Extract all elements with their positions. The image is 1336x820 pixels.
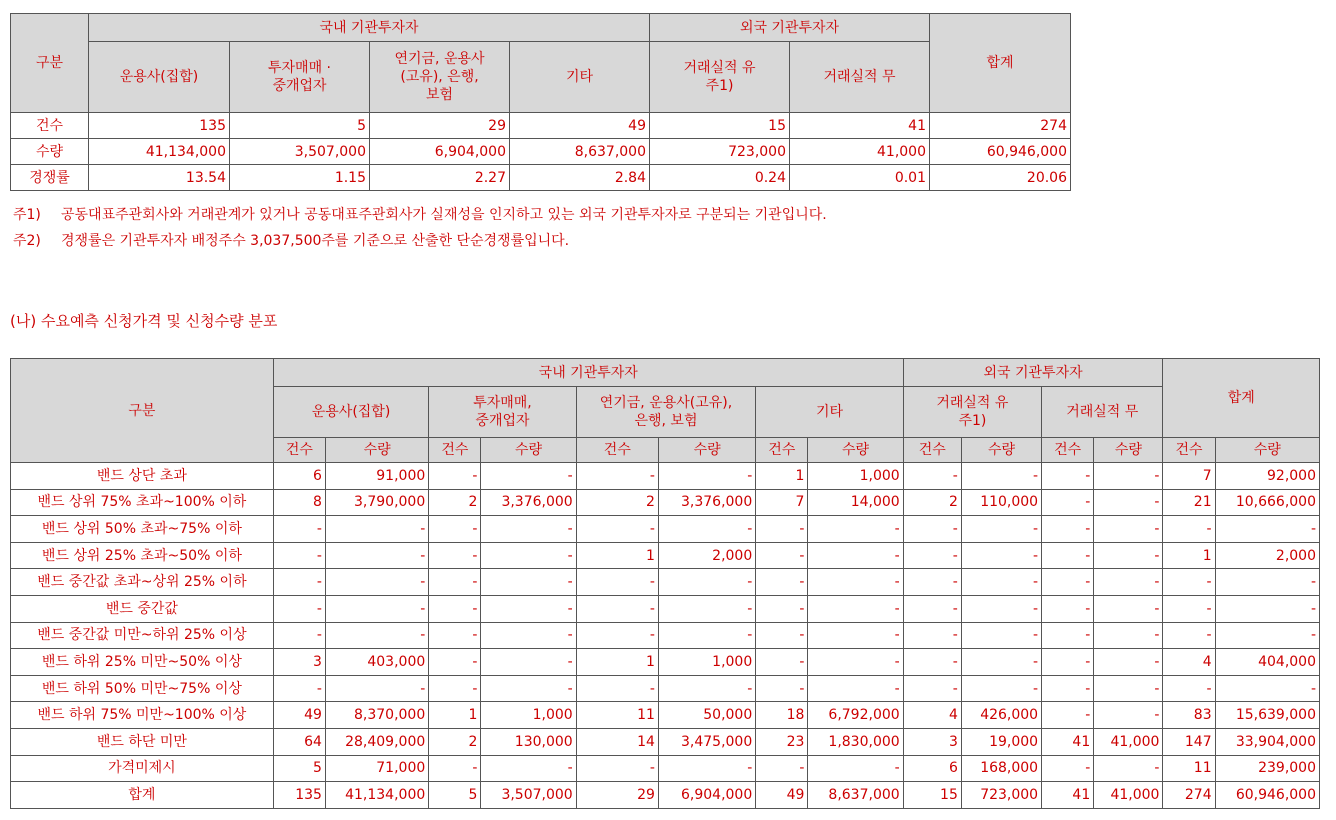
subheader-quantity: 수량 <box>481 438 576 463</box>
header-category: 구분 <box>11 14 89 113</box>
value-cell: 23 <box>756 728 808 755</box>
row-label: 밴드 중간값 <box>11 595 274 622</box>
value-cell: 7 <box>756 489 808 516</box>
row-label: 수량 <box>11 139 89 165</box>
value-cell: - <box>1215 675 1319 702</box>
value-cell: - <box>808 622 903 649</box>
value-cell: 6,792,000 <box>808 702 903 729</box>
value-cell: - <box>481 569 576 596</box>
header-group: 거래실적 무 <box>1042 387 1163 438</box>
value-cell: - <box>756 755 808 782</box>
table-row <box>11 675 1320 702</box>
value-cell: - <box>961 595 1041 622</box>
value-cell: 49 <box>756 782 808 809</box>
header-group: 거래실적 유 주1) <box>903 387 1041 438</box>
value-cell: - <box>429 516 481 543</box>
value-cell: 2 <box>429 728 481 755</box>
footnote-text: 공동대표주관회사와 거래관계가 있거나 공동대표주관회사가 실재성을 인지하고 있는 외국 기관투자자로 구분되는 기관입니다. <box>61 207 827 223</box>
value-cell: 135 <box>89 113 230 139</box>
value-cell: - <box>756 595 808 622</box>
value-cell: - <box>961 675 1041 702</box>
value-cell: - <box>1042 463 1094 490</box>
value-cell: - <box>1163 595 1215 622</box>
value-cell: 147 <box>1163 728 1215 755</box>
value-cell: 403,000 <box>325 649 428 676</box>
header-group: 기타 <box>756 387 903 438</box>
value-cell: - <box>481 622 576 649</box>
value-cell: - <box>429 542 481 569</box>
value-cell: - <box>1042 702 1094 729</box>
row-label: 밴드 상위 50% 초과~75% 이하 <box>11 516 274 543</box>
subheader-quantity: 수량 <box>658 438 755 463</box>
value-cell: - <box>273 595 325 622</box>
value-cell: 2.27 <box>370 165 510 191</box>
value-cell: - <box>325 675 428 702</box>
header-col: 거래실적 유 주1) <box>650 42 790 113</box>
value-cell: - <box>961 622 1041 649</box>
value-cell: - <box>1163 675 1215 702</box>
value-cell: - <box>481 595 576 622</box>
value-cell: - <box>903 649 961 676</box>
value-cell: - <box>808 569 903 596</box>
value-cell: 60,946,000 <box>930 139 1071 165</box>
header-col: 기타 <box>510 42 650 113</box>
value-cell: 8 <box>273 489 325 516</box>
value-cell: 3,376,000 <box>658 489 755 516</box>
value-cell: 1 <box>756 463 808 490</box>
value-cell: - <box>429 622 481 649</box>
value-cell: 41 <box>790 113 930 139</box>
value-cell: - <box>903 595 961 622</box>
value-cell: 10,666,000 <box>1215 489 1319 516</box>
value-cell: 41,000 <box>1094 728 1163 755</box>
value-cell: 1 <box>576 542 658 569</box>
value-cell: 50,000 <box>658 702 755 729</box>
header-category: 구분 <box>11 359 274 463</box>
row-label: 밴드 하위 75% 미만~100% 이상 <box>11 702 274 729</box>
value-cell: - <box>658 595 755 622</box>
subheader-count: 건수 <box>1042 438 1094 463</box>
value-cell: - <box>325 542 428 569</box>
value-cell: 1 <box>1163 542 1215 569</box>
header-domestic: 국내 기관투자자 <box>273 359 903 387</box>
row-label: 밴드 하위 50% 미만~75% 이상 <box>11 675 274 702</box>
value-cell: 135 <box>273 782 325 809</box>
value-cell: 404,000 <box>1215 649 1319 676</box>
value-cell: - <box>1163 569 1215 596</box>
value-cell: - <box>808 516 903 543</box>
row-label: 합계 <box>11 782 274 809</box>
value-cell: - <box>1042 542 1094 569</box>
value-cell: - <box>808 595 903 622</box>
value-cell: 41,000 <box>1094 782 1163 809</box>
value-cell: - <box>1094 622 1163 649</box>
value-cell: 3,507,000 <box>230 139 370 165</box>
value-cell: 13.54 <box>89 165 230 191</box>
value-cell: 6 <box>273 463 325 490</box>
value-cell: - <box>808 542 903 569</box>
value-cell: 49 <box>273 702 325 729</box>
value-cell: - <box>429 595 481 622</box>
value-cell: - <box>481 755 576 782</box>
value-cell: - <box>903 675 961 702</box>
row-label: 경쟁률 <box>11 165 89 191</box>
value-cell: - <box>1094 595 1163 622</box>
header-group: 연기금, 운용사(고유), 은행, 보험 <box>576 387 756 438</box>
value-cell: 15 <box>903 782 961 809</box>
value-cell: - <box>576 516 658 543</box>
value-cell: 1,000 <box>481 702 576 729</box>
value-cell: 11 <box>576 702 658 729</box>
footnote-2 <box>13 230 569 250</box>
value-cell: 5 <box>429 782 481 809</box>
subheader-count: 건수 <box>903 438 961 463</box>
value-cell: - <box>756 516 808 543</box>
value-cell: - <box>1094 675 1163 702</box>
value-cell: - <box>576 622 658 649</box>
value-cell: 2,000 <box>1215 542 1319 569</box>
value-cell: - <box>1094 542 1163 569</box>
value-cell: - <box>1215 569 1319 596</box>
value-cell: 8,637,000 <box>510 139 650 165</box>
value-cell: 29 <box>370 113 510 139</box>
value-cell: 1.15 <box>230 165 370 191</box>
row-label: 밴드 상위 75% 초과~100% 이하 <box>11 489 274 516</box>
subheader-quantity: 수량 <box>1094 438 1163 463</box>
value-cell: - <box>658 755 755 782</box>
table-body <box>11 463 1320 809</box>
value-cell: - <box>576 755 658 782</box>
row-label: 밴드 상위 25% 초과~50% 이하 <box>11 542 274 569</box>
table-row <box>11 113 1071 139</box>
value-cell: 92,000 <box>1215 463 1319 490</box>
value-cell: 14 <box>576 728 658 755</box>
value-cell: 49 <box>510 113 650 139</box>
value-cell: 1 <box>576 649 658 676</box>
value-cell: - <box>1215 595 1319 622</box>
value-cell: - <box>1042 755 1094 782</box>
value-cell: 0.24 <box>650 165 790 191</box>
row-label: 건수 <box>11 113 89 139</box>
value-cell: - <box>481 675 576 702</box>
table-row <box>11 755 1320 782</box>
value-cell: 18 <box>756 702 808 729</box>
row-label: 밴드 중간값 초과~상위 25% 이하 <box>11 569 274 596</box>
value-cell: - <box>1094 489 1163 516</box>
value-cell: 3,376,000 <box>481 489 576 516</box>
value-cell: 110,000 <box>961 489 1041 516</box>
value-cell: 3 <box>903 728 961 755</box>
value-cell: - <box>273 569 325 596</box>
value-cell: - <box>1094 755 1163 782</box>
value-cell: - <box>1215 622 1319 649</box>
header-col: 운용사(집합) <box>89 42 230 113</box>
value-cell: 20.06 <box>930 165 1071 191</box>
table-row <box>11 489 1320 516</box>
value-cell: 15,639,000 <box>1215 702 1319 729</box>
value-cell: - <box>1042 516 1094 543</box>
value-cell: - <box>903 516 961 543</box>
value-cell: 723,000 <box>650 139 790 165</box>
footnote-text: 경쟁률은 기관투자자 배정주수 3,037,500주를 기준으로 산출한 단순경쟁률입니다. <box>61 233 570 249</box>
value-cell: - <box>273 675 325 702</box>
value-cell: 723,000 <box>961 782 1041 809</box>
row-label: 밴드 상단 초과 <box>11 463 274 490</box>
value-cell: 3,790,000 <box>325 489 428 516</box>
value-cell: - <box>429 755 481 782</box>
header-col: 연기금, 운용사 (고유), 은행, 보험 <box>370 42 510 113</box>
subheader-quantity: 수량 <box>961 438 1041 463</box>
value-cell: - <box>481 463 576 490</box>
table-row <box>11 165 1071 191</box>
header-total: 합계 <box>930 14 1071 113</box>
value-cell: 5 <box>230 113 370 139</box>
header-foreign: 외국 기관투자자 <box>903 359 1163 387</box>
value-cell: - <box>481 649 576 676</box>
value-cell: - <box>658 463 755 490</box>
table-row <box>11 463 1320 490</box>
value-cell: - <box>481 516 576 543</box>
value-cell: - <box>429 463 481 490</box>
value-cell: 83 <box>1163 702 1215 729</box>
value-cell: 6,904,000 <box>370 139 510 165</box>
value-cell: - <box>756 649 808 676</box>
value-cell: 1,000 <box>808 463 903 490</box>
value-cell: - <box>756 675 808 702</box>
table-row <box>11 702 1320 729</box>
value-cell: - <box>273 542 325 569</box>
value-cell: 41 <box>1042 728 1094 755</box>
value-cell: 91,000 <box>325 463 428 490</box>
header-domestic: 국내 기관투자자 <box>89 14 650 42</box>
table-row <box>11 728 1320 755</box>
value-cell: - <box>325 595 428 622</box>
table-row <box>11 139 1071 165</box>
value-cell: - <box>1094 463 1163 490</box>
value-cell: - <box>1042 622 1094 649</box>
value-cell: - <box>325 569 428 596</box>
value-cell: 14,000 <box>808 489 903 516</box>
value-cell: 2 <box>429 489 481 516</box>
subheader-count: 건수 <box>576 438 658 463</box>
value-cell: 64 <box>273 728 325 755</box>
value-cell: - <box>961 569 1041 596</box>
value-cell: - <box>1094 516 1163 543</box>
footnote-label: 주1) <box>13 207 41 223</box>
value-cell: 4 <box>1163 649 1215 676</box>
value-cell: - <box>808 675 903 702</box>
value-cell: - <box>576 463 658 490</box>
subheader-count: 건수 <box>756 438 808 463</box>
value-cell: 60,946,000 <box>1215 782 1319 809</box>
row-label: 밴드 하위 25% 미만~50% 이상 <box>11 649 274 676</box>
value-cell: 168,000 <box>961 755 1041 782</box>
value-cell: 274 <box>1163 782 1215 809</box>
value-cell: 71,000 <box>325 755 428 782</box>
value-cell: 11 <box>1163 755 1215 782</box>
value-cell: 1 <box>429 702 481 729</box>
value-cell: 21 <box>1163 489 1215 516</box>
table-row <box>11 782 1320 809</box>
header-foreign: 외국 기관투자자 <box>650 14 930 42</box>
value-cell: 7 <box>1163 463 1215 490</box>
table-row <box>11 516 1320 543</box>
value-cell: 33,904,000 <box>1215 728 1319 755</box>
row-label: 밴드 중간값 미만~하위 25% 이상 <box>11 622 274 649</box>
value-cell: - <box>1042 675 1094 702</box>
value-cell: 0.01 <box>790 165 930 191</box>
value-cell: - <box>1042 489 1094 516</box>
value-cell: - <box>576 675 658 702</box>
value-cell: 1,830,000 <box>808 728 903 755</box>
value-cell: 426,000 <box>961 702 1041 729</box>
value-cell: 1,000 <box>658 649 755 676</box>
value-cell: - <box>903 542 961 569</box>
value-cell: 8,637,000 <box>808 782 903 809</box>
value-cell: 28,409,000 <box>325 728 428 755</box>
value-cell: - <box>429 675 481 702</box>
value-cell: 3 <box>273 649 325 676</box>
value-cell: 2 <box>576 489 658 516</box>
value-cell: 2.84 <box>510 165 650 191</box>
value-cell: 3,507,000 <box>481 782 576 809</box>
value-cell: - <box>429 649 481 676</box>
value-cell: - <box>1042 649 1094 676</box>
value-cell: - <box>756 622 808 649</box>
subheader-quantity: 수량 <box>325 438 428 463</box>
subheader-count: 건수 <box>1163 438 1215 463</box>
value-cell: 2 <box>903 489 961 516</box>
section-title: (나) 수요예측 신청가격 및 신청수량 분포 <box>10 312 278 330</box>
value-cell: - <box>1094 702 1163 729</box>
table-row <box>11 649 1320 676</box>
value-cell: 41,000 <box>790 139 930 165</box>
table-row <box>11 542 1320 569</box>
header-group: 운용사(집합) <box>273 387 428 438</box>
subheader-quantity: 수량 <box>1215 438 1319 463</box>
value-cell: - <box>1215 516 1319 543</box>
value-cell: - <box>903 569 961 596</box>
value-cell: - <box>1094 569 1163 596</box>
footnote-1 <box>13 204 827 224</box>
value-cell: - <box>903 622 961 649</box>
footnote-label: 주2) <box>13 233 41 249</box>
value-cell: - <box>273 622 325 649</box>
price-distribution-table <box>10 358 1320 809</box>
value-cell: - <box>273 516 325 543</box>
competition-summary-table <box>10 13 1071 191</box>
value-cell: - <box>961 542 1041 569</box>
row-label: 가격미제시 <box>11 755 274 782</box>
subheader-quantity: 수량 <box>808 438 903 463</box>
value-cell: 6,904,000 <box>658 782 755 809</box>
value-cell: 239,000 <box>1215 755 1319 782</box>
row-label: 밴드 하단 미만 <box>11 728 274 755</box>
value-cell: - <box>658 569 755 596</box>
value-cell: - <box>658 516 755 543</box>
value-cell: - <box>1163 516 1215 543</box>
value-cell: - <box>961 516 1041 543</box>
value-cell: - <box>756 542 808 569</box>
value-cell: - <box>325 516 428 543</box>
subheader-count: 건수 <box>273 438 325 463</box>
value-cell: - <box>1163 622 1215 649</box>
header-col: 거래실적 무 <box>790 42 930 113</box>
value-cell: 2,000 <box>658 542 755 569</box>
value-cell: - <box>429 569 481 596</box>
value-cell: - <box>481 542 576 569</box>
value-cell: 130,000 <box>481 728 576 755</box>
header-col: 투자매매 · 중개업자 <box>230 42 370 113</box>
header-total: 합계 <box>1163 359 1320 438</box>
value-cell: - <box>1094 649 1163 676</box>
value-cell: 8,370,000 <box>325 702 428 729</box>
value-cell: - <box>756 569 808 596</box>
value-cell: 19,000 <box>961 728 1041 755</box>
value-cell: - <box>961 649 1041 676</box>
table-row <box>11 622 1320 649</box>
value-cell: - <box>658 622 755 649</box>
value-cell: 41,134,000 <box>89 139 230 165</box>
value-cell: 41 <box>1042 782 1094 809</box>
value-cell: - <box>808 649 903 676</box>
value-cell: 15 <box>650 113 790 139</box>
subheader-count: 건수 <box>429 438 481 463</box>
table-row <box>11 595 1320 622</box>
value-cell: - <box>1042 595 1094 622</box>
value-cell: 3,475,000 <box>658 728 755 755</box>
value-cell: - <box>903 463 961 490</box>
header-group: 투자매매, 중개업자 <box>429 387 576 438</box>
value-cell: 274 <box>930 113 1071 139</box>
value-cell: 29 <box>576 782 658 809</box>
table-body <box>11 113 1071 191</box>
value-cell: - <box>961 463 1041 490</box>
value-cell: 41,134,000 <box>325 782 428 809</box>
value-cell: - <box>1042 569 1094 596</box>
value-cell: - <box>808 755 903 782</box>
value-cell: 6 <box>903 755 961 782</box>
value-cell: - <box>576 569 658 596</box>
value-cell: - <box>325 622 428 649</box>
value-cell: 4 <box>903 702 961 729</box>
value-cell: - <box>658 675 755 702</box>
value-cell: - <box>576 595 658 622</box>
table-row <box>11 569 1320 596</box>
value-cell: 5 <box>273 755 325 782</box>
